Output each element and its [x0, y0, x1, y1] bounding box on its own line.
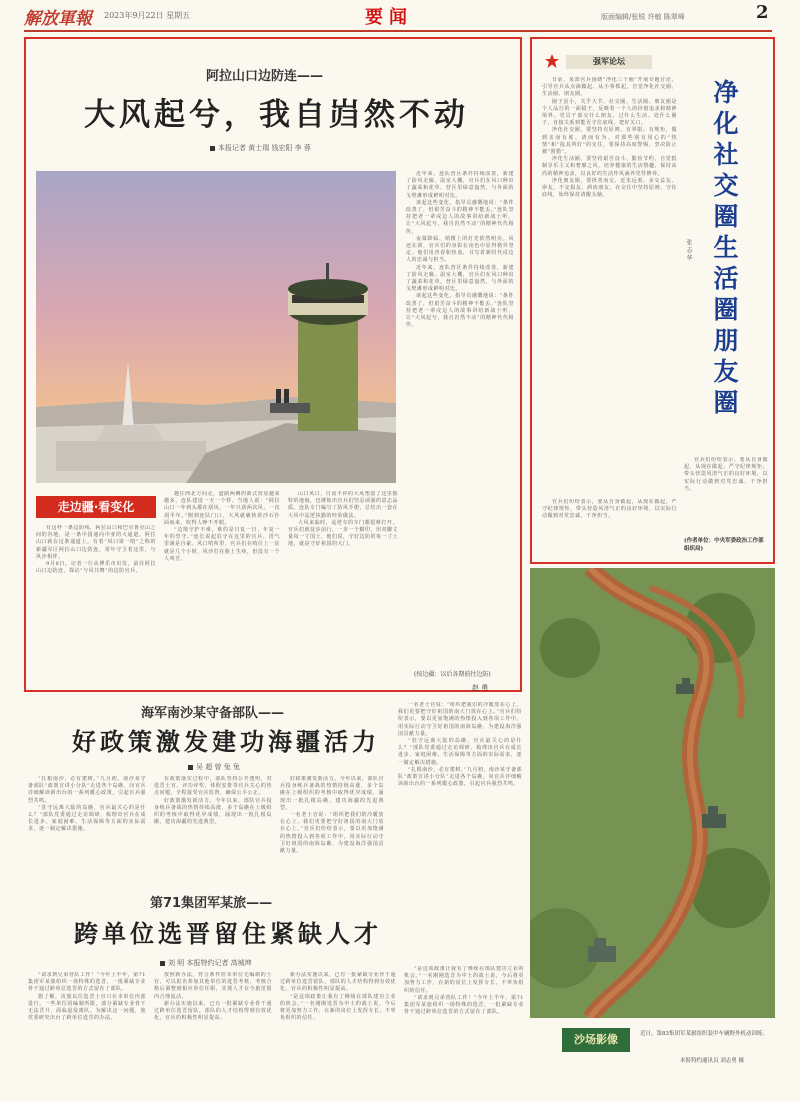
forum-col-1b: 官兵们纷纷表示，要从自身做起，从现在做起，严守纪律规矩，带头营造风清气正的良好环境，以实际行动做到对党忠诚、干净担当。: [542, 499, 677, 520]
lead-col-1: 有这样一条边防线，阿拉山口和巴尔鲁克山之间的谷地，是一条中国通向中亚的大通道。阿拉山口就在这条通道上。有着“风口第一哨”之称的新疆军区阿拉山口边防连，常年守卫着这里，与风沙相伴。 9月8日，记者一行从博乐市出发，前往阿拉山口边防连，探访“与风共舞”的边防官兵。: [36, 525, 156, 575]
second-col-1: “扎根南沙，必有建树。”九月初，南沙某守备部队“政策宣讲小分队”走进各个岛礁，向官兵详细解读新出台的一系列暖心政策，引起官兵强烈共鸣。 “驻守远离大陆的岛礁，官兵最关心的是什么？”部队党委通过走访调研，梳理出官兵在成长进步、家庭困难、生活保障等方面的实际需求，逐一制定解决措施。: [28, 776, 146, 833]
third-byline: 刘 明 本报特约记者 高城坤: [160, 958, 252, 968]
third-col-1: “请求到兄弟营队工作！”今年上半年，第71集团军某旅组织一场特殊的选晋，一批紧缺专业骨干通过跨单位选晋的方式留在了部队。 据了解，该旅以往选晋士官只在本单位内部进行，一些单位因编制所限，部分紧缺专业骨干无法晋升，面临退役离队。为解决这一问题，旅党委研究出台了跨单位选晋的办法。: [28, 972, 146, 1022]
photo-caption: 近日，第83集团军某旅组织装甲车辆野外机动训练。: [640, 1031, 769, 1037]
third-kicker: 第71集团军某旅——: [150, 896, 273, 911]
second-headline: 好政策激发建功海疆活力: [72, 728, 380, 756]
issue-date: 2023年9月22日 星期五: [104, 11, 191, 20]
star-icon: [544, 53, 560, 73]
third-col-2: 按照新办法，符合条件但本单位无编制的士官，可以报名参加其他单位的选晋考核，考核合格后调整到相应单位任职，实现人才在全旅范围内合理流动。 新办法实施以来，已有一批紧缺专业骨干通过跨单位选晋留队，部队的人才结构得到有效优化，官兵的积极性明显提高。: [154, 972, 272, 1022]
third-col-4: “是这项政策让我有了继续在部队建功立业的机会。”一名刚刚选晋为中士的战士说，今后将更加努力工作，在新的岗位上发挥专长，不辜负组织的信任。 “请求到兄弟营队工作！”今年上半年，第71集团军某旅组织一场特殊的选晋，一批紧缺专业骨干通过跨单位选晋的方式留在了部队。: [404, 966, 524, 1016]
section-title: 要闻: [365, 7, 413, 28]
forum-col-2: 官兵们纷纷表示，要从自身做起，从现在做起，严守纪律规矩，带头营造风清气正的良好环境，以实际行动做到对党忠诚、干净担当。: [684, 457, 768, 492]
sidebar-label: 走边疆·看变化: [36, 496, 156, 518]
forum-title: 净化社交圈生活圈朋友圈: [710, 79, 739, 420]
lead-kicker: 阿拉山口边防连——: [206, 69, 324, 84]
lead-editor-note: (按边疆：以后各期前往边防): [414, 671, 491, 678]
lead-col-4: 近年来，连队营区条件持续改善，新建了防风走廊、温室大棚，官兵们在风口种出了蔬菜和花草。营区里绿意盎然，与外面的戈壁滩形成鲜明对比。 谈起这些变化，指导员感慨地说：“条件改善了，但艰苦奋斗的精神不能丢。”连队坚持把老一辈戍边人的故事讲给新战士听，让“大风起兮，我自岿然不动”的精神代代相传。 夜幕降临，哨楼上的灯光依然明亮。风还在刮，官兵们的身影在夜色中显得格外坚定。他们用青春和热血，书写着新时代戍边人的忠诚与担当。 近年来，连队营区条件持续改善，新建了防风走廊、温室大棚，官兵们在风口种出了蔬菜和花草。营区里绿意盎然，与外面的戈壁滩形成鲜明对比。 谈起这些变化，指导员感慨地说：“条件改善了，但艰苦奋斗的精神不能丢。”连队坚持把老一辈戍边人的故事讲给新战士听，让“大风起兮，我自岿然不动”的精神代代相传。: [406, 171, 514, 329]
forum-footer: (作者单位：中央军委政治工作部组织局): [684, 538, 764, 552]
page-number: 2: [756, 2, 769, 23]
second-col-4: 一名老士官说：“组织把我们的冷暖放在心上，我们更要把守好祖国的南大门放在心上。”官兵们纷纷表示，要以更加饱满的热情投入到各项工作中，用实际行动守卫好祖国的南海岛礁，为建设海洋强国贡献力量。 “驻守远离大陆的岛礁，官兵最关心的是什么？”部队党委通过走访调研，梳理出官兵在成长进步、家庭困难、生活保障等方面的实际需求，逐一制定解决措施。 “扎根南沙，必有建树。”九月初，南沙某守备部队“政策宣讲小分队”走进各个岛礁，向官兵详细解读新出台的一系列暖心政策，引起官兵强烈共鸣。: [398, 702, 522, 788]
lead-sign: 赵 勇: [472, 684, 489, 692]
second-byline: 吴 超 曾 兔 兔: [188, 762, 240, 772]
lead-photo: [36, 171, 396, 483]
photo-credit: 本报特约通讯员 刘志勇 摄: [680, 1058, 744, 1064]
second-col-3: 好政策激发新活力。今年以来，部队官兵投身练兵备战的热情持续高涨，多个岛礁在上级组织的考核中取得优异成绩，涌现出一批扎根岛礁、建功海疆的先进典型。 一名老士官说：“组织把我们的冷暖放在心上，我们更要把守好祖国的南大门放在心上。”官兵们纷纷表示，要以更加饱满的热情投入到各项工作中，用实际行动守卫好祖国的南海岛礁，为建设海洋强国贡献力量。: [280, 776, 384, 855]
lead-col-3: 山口风口，日夜不停的大风塑造了这里独特的地貌，也锤炼出官兵们坚忍顽强的意志品质。连队专门编写了防风手册，总结出一套在大风中巡逻执勤的经验做法。 大风来临时，巡逻车的车门都很难打开，官兵们就徒步前行，一步一个脚印，用双脚丈量每一寸国土。他们说，守好边防的每一寸土地，就是守好祖国的大门。: [288, 491, 398, 548]
forum-author: 张 志 华: [685, 239, 692, 261]
second-col-2: 在政策落实过程中，部队坚持公开透明，对选晋士官、评功评奖、休假安排等官兵关心的热点问题，全程接受官兵监督，确保公平公正。 好政策激发新活力。今年以来，部队官兵投身练兵备战的热情持续高涨，多个岛礁在上级组织的考核中取得优异成绩，涌现出一批扎根岛礁、建功海疆的先进典型。: [154, 776, 272, 826]
forum-logo: 强军论坛: [566, 55, 652, 69]
editor-credits: 版面编辑/张锐 许敏 陈翠峰: [601, 13, 685, 21]
third-col-3: 新办法实施以来，已有一批紧缺专业骨干通过跨单位选晋留队，部队的人才结构得到有效优化，官兵的积极性明显提高。 “是这项政策让我有了继续在部队建功立业的机会。”一名刚刚选晋为中士的战士说，今后将更加努力工作，在新的岗位上发挥专长，不辜负组织的信任。: [280, 972, 396, 1022]
header-rule: [24, 30, 772, 32]
lead-col-2: 越往西北方向走，道路两侧的新式营房越来越多，连队建设一天一个样。当地人说：“阿拉山口一年到头都在刮风，一年只刮两次风，一次刮半年。”刚到连队门口，大风就裹挟着沙石扑面而来，吹得人睁不开眼。 “边境守护不难，难的是日复一日、年复一年的坚守。”连长说起驻守在这里的官兵，语气里满是自豪。风口哨所里，官兵们在哨位上一站就是几个小时，风沙打在脸上生疼，但没有一个人叫苦。: [164, 491, 280, 562]
lead-headline: 大风起兮，我自岿然不动: [84, 97, 469, 133]
forum-article[interactable]: [530, 37, 775, 564]
forum-col-1: 日前，某部官兵围绕“净化三个圈”开展专题讨论，引导官兵从点滴做起、从小事抓起，自觉净化社交圈、生活圈、朋友圈。 圈子虽小，关乎大节。社交圈、生活圈、朋友圈是个人品行的一面镜子，反映着一个人的价值追求和精神境界。党员干部交什么朋友、过什么生活、处什么圈子，直接关系到能否守住底线、把好关口。 净化社交圈，要坚持有原则、有界限、有规矩，做到亲而有度、清而有为。对那些别有用心的“热情”和“投其所好”的交往，要保持高度警惕，坚决防止被“围猎”。 净化生活圈，要坚持艰苦奋斗、勤俭节约，自觉抵制享乐主义和奢靡之风，培养健康的生活情趣，保持高尚的精神追求，以良好的生活作风涵养党性修养。 净化朋友圈，要择善而交、近朱远墨，多交益友、诤友，不交损友、酒肉朋友，在交往中坚持原则、守住底线，始终保持清醒头脑。: [542, 77, 677, 199]
second-kicker: 海军南沙某守备部队——: [141, 706, 285, 721]
masthead: 解放軍報: [24, 9, 92, 29]
tank-photo: [530, 568, 775, 1018]
third-headline: 跨单位选晋留住紧缺人才: [74, 920, 382, 948]
lead-byline: 本报记者 黄士瑞 钱宏阳 李 蓉: [210, 143, 311, 153]
photo-logo: 沙场影像: [562, 1028, 630, 1052]
lead-article[interactable]: [24, 37, 522, 692]
